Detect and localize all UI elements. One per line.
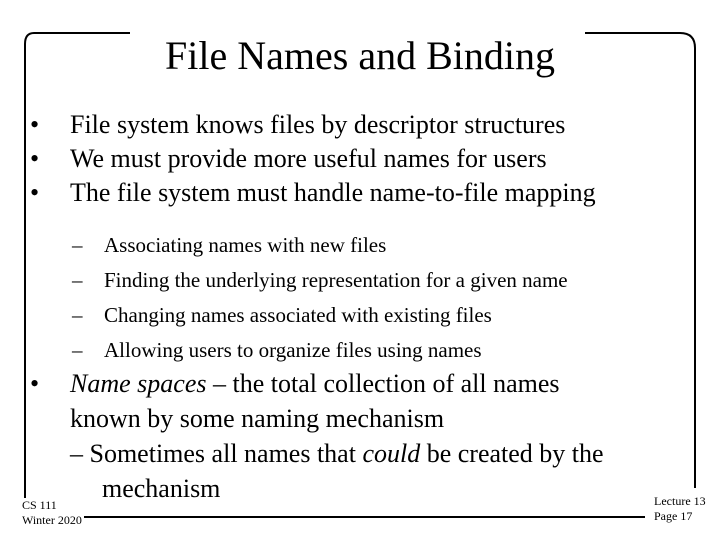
bullet-icon: • (30, 178, 40, 207)
main-bullet-list (30, 108, 596, 210)
namespaces-term: Name spaces (70, 369, 207, 398)
bullet-item (30, 176, 596, 210)
footer-lecture-info (654, 494, 706, 524)
sub-bullet-text: Associating names with new files (104, 233, 387, 257)
footer-lecture: Lecture 13 (654, 494, 706, 508)
bullet-item (30, 142, 596, 176)
sub-bullet-item (72, 333, 568, 368)
footer-term: Winter 2020 (22, 513, 82, 527)
dash-icon: – (72, 233, 83, 257)
bullet-icon: • (30, 369, 40, 398)
sub-bullet-text: Finding the underlying representation for a given name (104, 268, 568, 292)
dash-icon: – (72, 268, 83, 292)
footer-course-info (22, 498, 82, 528)
dash-icon: – (72, 338, 83, 362)
bullet-text: The file system must handle name-to-file mapping (70, 178, 596, 207)
slide-title: File Names and Binding (165, 33, 555, 78)
sub-bullet-item (72, 298, 568, 333)
dash-icon: – (72, 303, 83, 327)
namespaces-line-3 (30, 436, 690, 471)
namespaces-sub-suffix: be created by the (420, 439, 604, 468)
footer-course: CS 111 (22, 498, 57, 512)
sub-bullet-list (72, 228, 568, 368)
sub-bullet-text: Allowing users to organize files using names (104, 338, 482, 362)
namespaces-sub-prefix: – Sometimes all names that (70, 439, 363, 468)
footer-page: Page 17 (654, 509, 693, 523)
namespaces-bullet (30, 366, 690, 506)
bullet-item (30, 108, 596, 142)
bullet-text: We must provide more useful names for users (70, 144, 547, 173)
bullet-text: File system knows files by descriptor structures (70, 110, 566, 139)
sub-bullet-item (72, 228, 568, 263)
bullet-icon: • (30, 110, 40, 139)
namespaces-line-4: mechanism (102, 474, 221, 503)
bullet-icon: • (30, 144, 40, 173)
namespaces-sub-emphasis: could (362, 439, 421, 468)
sub-bullet-item (72, 263, 568, 298)
namespaces-line-1 (30, 366, 690, 401)
namespaces-line-2: known by some naming mechanism (70, 404, 445, 433)
namespaces-definition: – the total collection of all names (206, 369, 560, 398)
sub-bullet-text: Changing names associated with existing files (104, 303, 492, 327)
